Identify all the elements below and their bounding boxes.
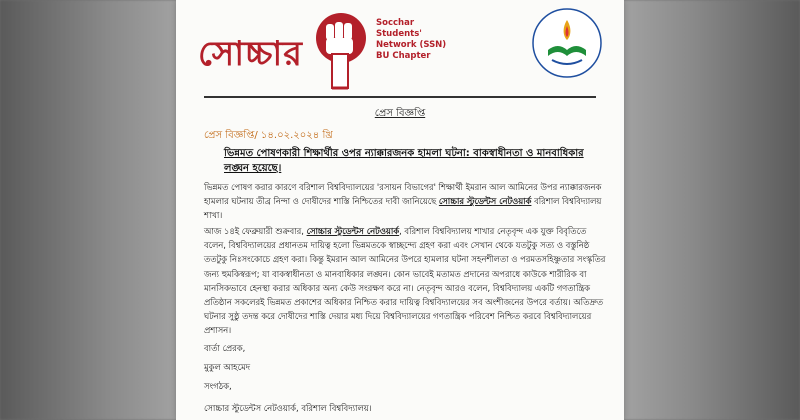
paragraph-2-text: , বরিশাল বিশ্ববিদ্যালয় শাখার নেতৃবৃন্দ এক যুক্ত বিবৃতিতে বলেন, বিশ্ববিদ্যালয়ের প্রধানতম দায়িত্ব হলো ভিন্নমতকে স্বাচ্ছন্দ্যে গ্রহণ করা এবং সেখান থেকে যতটুকু সত্য ও বস্তুনিষ্ঠ ততটুকু নিঃসংকোচে গ্রহণ করা। কিন্তু ইমরান আল আমিনের উপরে হামলার ঘটনা সহনশীলতা ও পরমতসহিষ্ণুতার সংস্কৃতির জন্য হুমকিস্বরূপ; যা বাকস্বাধীনতা ও মানবাধিকার লঙ্ঘন। কোন ভাবেই মতামত প্রদানের অপরাধে কাউকে শারীরিক বা মানসিকভাবে হেনস্থা করার অধিকার অন্য কেউ সংরক্ষণ করে না। নেতৃবৃন্দ আরও বলেন, বিশ্ববিদ্যালয় একটি গণতান্ত্রিক প্রতিষ্ঠান সকলেরই ভিন্নমত প্রকাশের অধিকার নিশ্চিত করার দায়িত্ব বিশ্ববিদ্যালয়ের সব অংশীজনের উপরে বর্তায়। অতিদ্রুত ঘটনার সুষ্ঠু তদন্ত করে দোষীদের শাস্তি দেয়ার মধ্য দিয়ে বিশ্ববিদ্যালয়ের গণতান্ত্রিক পরিবেশ নিশ্চিত করবে বিশ্ববিদ্যালয়ের প্রশাসন। xyxy=(204,226,606,336)
blurred-background-right xyxy=(620,0,800,420)
document-title: প্রেস বিজ্ঞপ্তি xyxy=(374,108,426,119)
organization-highlight: সোচ্চার স্টুডেন্টস নেটওয়ার্ক xyxy=(306,226,400,236)
sender-organization: সোচ্চার স্টুডেন্টস নেটওয়ার্ক, বরিশাল বিশ্ববিদ্যালয়। xyxy=(204,403,372,413)
sender-label: বার্তা প্রেরক, xyxy=(204,343,246,353)
logo-wordmark: সোচ্চার xyxy=(198,34,303,74)
sender-name: মুকুল আহমেদ xyxy=(204,362,250,372)
reference-line: প্রেস বিজ্ঞপ্তি/ ১৪.০২.২০২৪ খ্রি xyxy=(204,130,333,141)
brand-name: Socchar Students' Network (SSN) BU Chapter xyxy=(376,18,447,61)
paragraph-1 xyxy=(204,180,606,223)
press-release-page xyxy=(176,0,624,420)
sender-role: সংগঠক, xyxy=(204,381,232,391)
paragraph-2 xyxy=(204,224,606,338)
university-emblem-icon xyxy=(530,6,604,80)
paragraph-1-tail: বরিশাল বিশ্ববিদ্যালয় শাখা। xyxy=(204,196,602,221)
headline: ভিন্নমত পোষণকারী শিক্ষার্থীর ওপর ন্যাক্কারজনক হামলা ঘটনা: বাকস্বাধীনতা ও মানবাধিকার লঙ্ঘন হয়েছে। xyxy=(224,148,584,174)
paragraph-1-text: ভিন্নমত পোষণ করার কারণে বরিশাল বিশ্ববিদ্যালয়ের 'রসায়ন বিভাগের' শিক্ষার্থী ইমরান আল আমিনের উপর ন্যাক্কারজনক হামলার ঘটনায় তীব্র নিন্দা ও দোষীদের শাস্তি নিশ্চিতের দাবী জানিয়েছে xyxy=(204,182,602,207)
organization-highlight: সোচ্চার স্টুডেন্টস নেটওয়ার্ক xyxy=(438,196,532,207)
raised-fist-icon xyxy=(312,10,370,90)
letterhead xyxy=(176,0,624,100)
paragraph-2-lead: আজ ১৪ই ফেব্রুয়ারী শুক্রবার, xyxy=(204,226,307,236)
blurred-background-left xyxy=(0,0,180,420)
header-rule xyxy=(204,96,596,98)
